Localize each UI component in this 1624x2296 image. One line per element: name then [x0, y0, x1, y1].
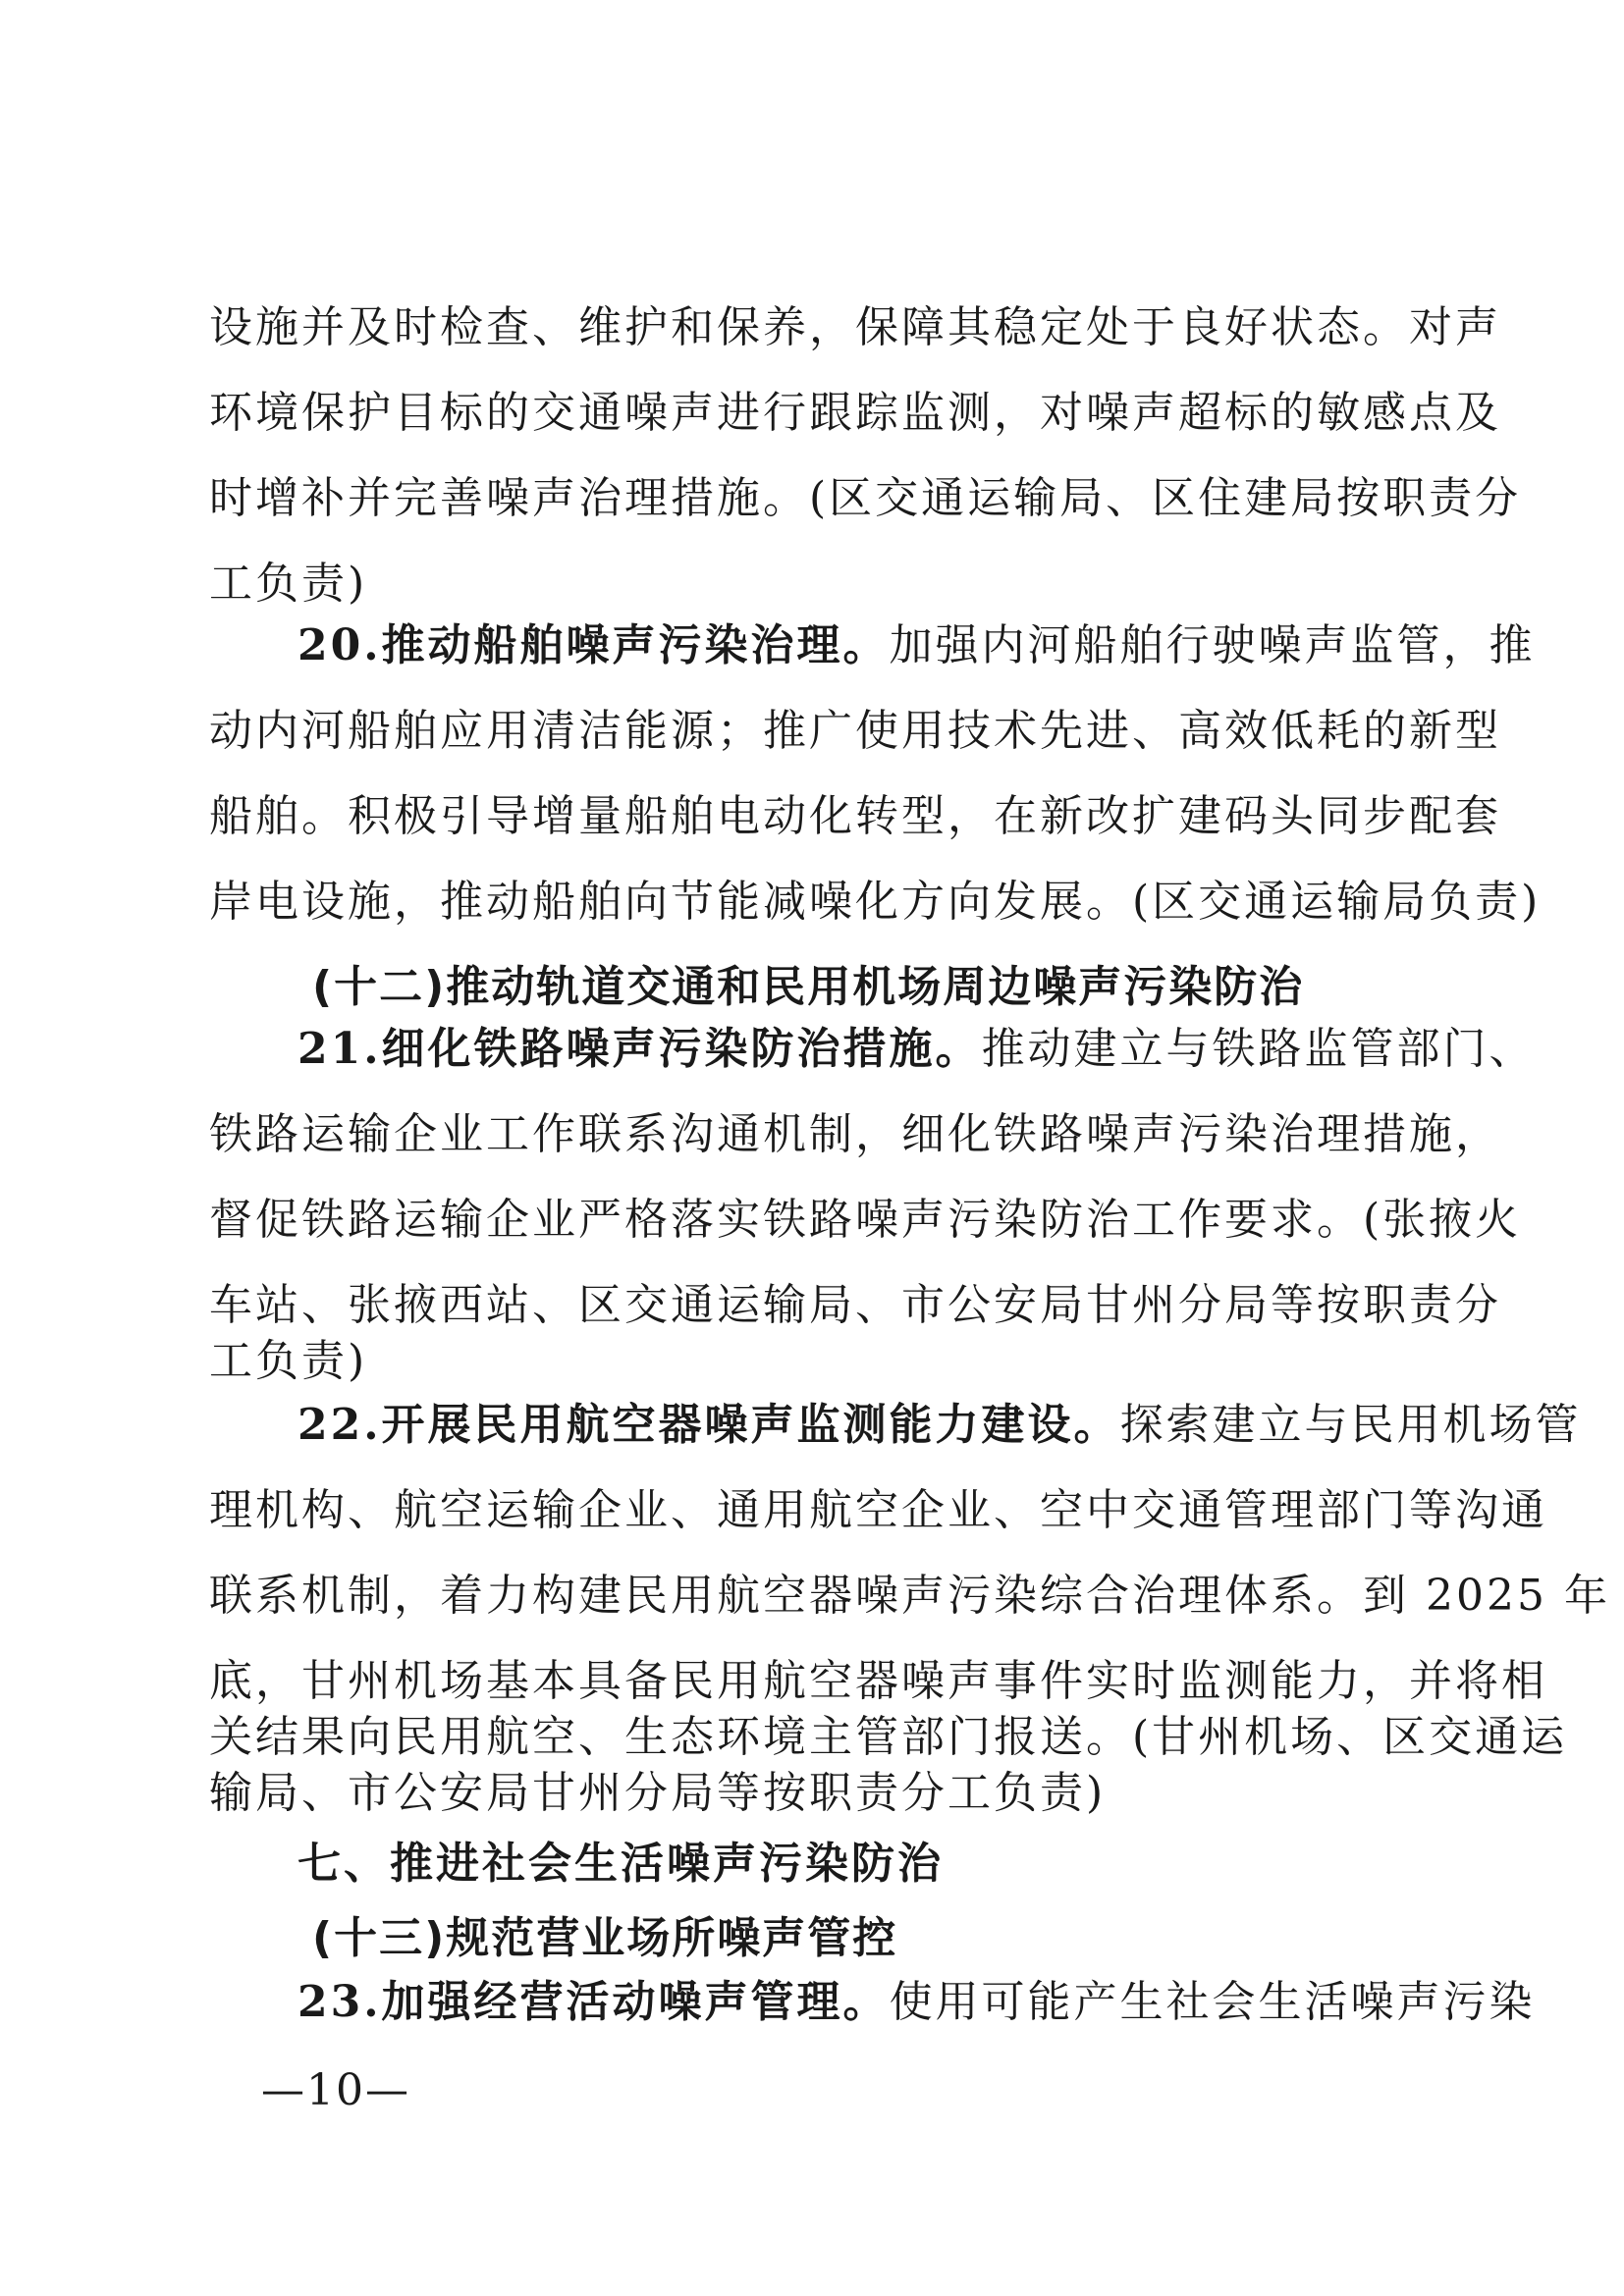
paragraph-line: 车站、张掖西站、区交通运输局、市公安局甘州分局等按职责分: [209, 1280, 1501, 1330]
item-21-text: 推动建立与铁路监管部门、: [981, 1024, 1536, 1074]
item-21-title: 21.细化铁路噪声污染防治措施。: [298, 1024, 982, 1074]
item-23-title: 23.加强经营活动噪声管理。: [298, 1977, 890, 2027]
section-heading-7: 七、推进社会生活噪声污染防治: [298, 1839, 944, 1889]
paragraph-line: 环境保护目标的交通噪声进行跟踪监测，对噪声超标的敏感点及: [209, 388, 1501, 438]
paragraph-line: 联系机制，着力构建民用航空器噪声污染综合治理体系。到 2025 年: [209, 1571, 1610, 1621]
paragraph-line: 关结果向民用航空、生态环境主管部门报送。(甘州机场、区交通运: [209, 1712, 1568, 1762]
item-22-text: 探索建立与民用机场管: [1119, 1400, 1582, 1450]
item-23-first-line: [298, 1973, 1536, 2032]
paragraph-line: 工负责): [209, 559, 368, 609]
item-21-first-line: [298, 1020, 1536, 1079]
paragraph-line: 铁路运输企业工作联系沟通机制，细化铁路噪声污染治理措施，: [209, 1109, 1501, 1159]
paragraph-line: 工负责): [209, 1336, 368, 1386]
paragraph-line: 岸电设施，推动船舶向节能减噪化方向发展。(区交通运输局负责): [209, 877, 1542, 927]
section-heading-13: (十三)规范营业场所噪声管控: [312, 1913, 898, 1963]
paragraph-line: 底，甘州机场基本具备民用航空器噪声事件实时监测能力，并将相: [209, 1656, 1547, 1706]
item-20-text: 加强内河船舶行驶噪声监管，推: [889, 620, 1536, 670]
page-number: —10—: [261, 2065, 410, 2115]
item-23-text: 使用可能产生社会生活噪声污染: [889, 1977, 1536, 2027]
paragraph-line: 动内河船舶应用清洁能源；推广使用技术先进、高效低耗的新型: [209, 706, 1501, 756]
section-heading-12: (十二)推动轨道交通和民用机场周边噪声污染防治: [312, 962, 1305, 1012]
item-22-title: 22.开展民用航空器噪声监测能力建设。: [298, 1400, 1120, 1450]
paragraph-line: 输局、市公安局甘州分局等按职责分工负责): [209, 1768, 1107, 1818]
paragraph-line: 督促铁路运输企业严格落实铁路噪声污染防治工作要求。(张掖火: [209, 1195, 1522, 1245]
paragraph-line: 设施并及时检查、维护和保养，保障其稳定处于良好状态。对声: [209, 302, 1501, 352]
paragraph-line: 时增补并完善噪声治理措施。(区交通运输局、区住建局按职责分: [209, 473, 1522, 523]
item-22-first-line: [298, 1396, 1582, 1455]
item-20-title: 20.推动船舶噪声污染治理。: [298, 620, 890, 670]
paragraph-line: 船舶。积极引导增量船舶电动化转型，在新改扩建码头同步配套: [209, 791, 1501, 841]
paragraph-line: 理机构、航空运输企业、通用航空企业、空中交通管理部门等沟通: [209, 1485, 1547, 1535]
item-20-first-line: [298, 616, 1536, 675]
